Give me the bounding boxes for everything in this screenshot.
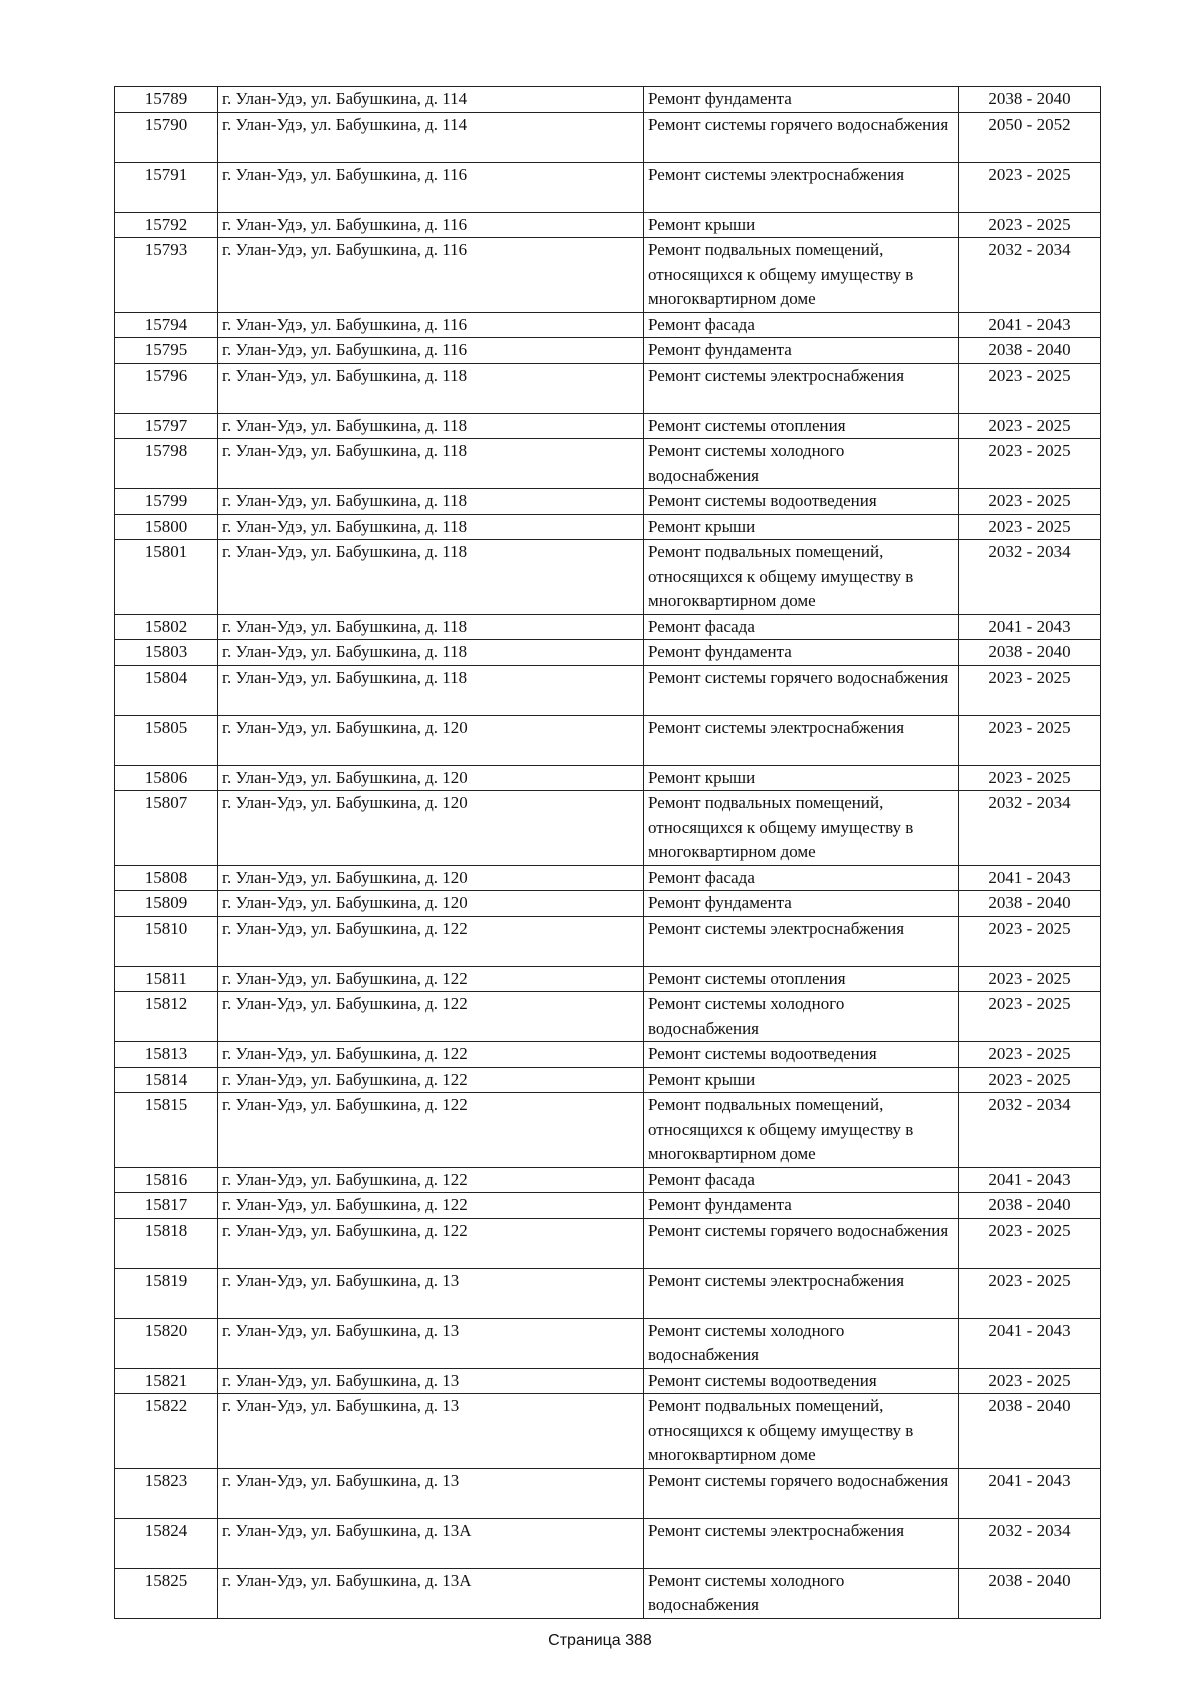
- table-row: [115, 765, 1101, 791]
- address-cell: г. Улан-Удэ, ул. Бабушкина, д. 13А: [218, 1568, 644, 1618]
- row-number-cell: 15800: [115, 514, 218, 540]
- work-type-cell: Ремонт крыши: [644, 514, 959, 540]
- table-row: [115, 413, 1101, 439]
- table-row: [115, 1468, 1101, 1518]
- period-cell: 2041 - 2043: [959, 1318, 1101, 1368]
- work-type-cell: Ремонт системы электроснабжения: [644, 715, 959, 765]
- work-type-cell: Ремонт фасада: [644, 614, 959, 640]
- period-cell: 2038 - 2040: [959, 1568, 1101, 1618]
- row-number-cell: 15797: [115, 413, 218, 439]
- row-number-cell: 15822: [115, 1394, 218, 1469]
- table-row: [115, 312, 1101, 338]
- row-number-cell: 15802: [115, 614, 218, 640]
- row-number-cell: 15807: [115, 791, 218, 866]
- table-row: [115, 966, 1101, 992]
- address-cell: г. Улан-Удэ, ул. Бабушкина, д. 118: [218, 413, 644, 439]
- work-type-cell: Ремонт подвальных помещений, относящихся к общему имуществу в многоквартирном доме: [644, 1394, 959, 1469]
- address-cell: г. Улан-Удэ, ул. Бабушкина, д. 116: [218, 212, 644, 238]
- row-number-cell: 15824: [115, 1518, 218, 1568]
- period-cell: 2023 - 2025: [959, 1368, 1101, 1394]
- table-row: [115, 614, 1101, 640]
- row-number-cell: 15794: [115, 312, 218, 338]
- table-row: [115, 1093, 1101, 1168]
- work-type-cell: Ремонт подвальных помещений, относящихся к общему имуществу в многоквартирном доме: [644, 540, 959, 615]
- address-cell: г. Улан-Удэ, ул. Бабушкина, д. 118: [218, 489, 644, 515]
- table-row: [115, 1218, 1101, 1268]
- table-row: [115, 865, 1101, 891]
- address-cell: г. Улан-Удэ, ул. Бабушкина, д. 118: [218, 439, 644, 489]
- work-type-cell: Ремонт системы отопления: [644, 966, 959, 992]
- page-number: Страница 388: [548, 1632, 652, 1649]
- table-row: [115, 212, 1101, 238]
- table-row: [115, 916, 1101, 966]
- table-row: [115, 665, 1101, 715]
- address-cell: г. Улан-Удэ, ул. Бабушкина, д. 116: [218, 162, 644, 212]
- address-cell: г. Улан-Удэ, ул. Бабушкина, д. 120: [218, 865, 644, 891]
- period-cell: 2023 - 2025: [959, 1268, 1101, 1318]
- table-row: [115, 1318, 1101, 1368]
- table-row: [115, 162, 1101, 212]
- table-row: [115, 87, 1101, 113]
- work-type-cell: Ремонт подвальных помещений, относящихся к общему имуществу в многоквартирном доме: [644, 791, 959, 866]
- work-type-cell: Ремонт системы горячего водоснабжения: [644, 112, 959, 162]
- period-cell: 2038 - 2040: [959, 640, 1101, 666]
- address-cell: г. Улан-Удэ, ул. Бабушкина, д. 118: [218, 665, 644, 715]
- table-row: [115, 1193, 1101, 1219]
- work-type-cell: Ремонт крыши: [644, 765, 959, 791]
- work-type-cell: Ремонт подвальных помещений, относящихся к общему имуществу в многоквартирном доме: [644, 1093, 959, 1168]
- row-number-cell: 15813: [115, 1042, 218, 1068]
- row-number-cell: 15803: [115, 640, 218, 666]
- work-type-cell: Ремонт системы электроснабжения: [644, 1518, 959, 1568]
- period-cell: 2023 - 2025: [959, 715, 1101, 765]
- row-number-cell: 15817: [115, 1193, 218, 1219]
- work-type-cell: Ремонт системы холодного водоснабжения: [644, 439, 959, 489]
- row-number-cell: 15801: [115, 540, 218, 615]
- address-cell: г. Улан-Удэ, ул. Бабушкина, д. 122: [218, 1167, 644, 1193]
- row-number-cell: 15815: [115, 1093, 218, 1168]
- address-cell: г. Улан-Удэ, ул. Бабушкина, д. 118: [218, 363, 644, 413]
- table-row: [115, 363, 1101, 413]
- row-number-cell: 15792: [115, 212, 218, 238]
- work-type-cell: Ремонт системы холодного водоснабжения: [644, 992, 959, 1042]
- address-cell: г. Улан-Удэ, ул. Бабушкина, д. 120: [218, 715, 644, 765]
- table-row: [115, 992, 1101, 1042]
- row-number-cell: 15811: [115, 966, 218, 992]
- work-type-cell: Ремонт фундамента: [644, 87, 959, 113]
- period-cell: 2023 - 2025: [959, 413, 1101, 439]
- work-type-cell: Ремонт крыши: [644, 1067, 959, 1093]
- work-type-cell: Ремонт системы холодного водоснабжения: [644, 1568, 959, 1618]
- table-body: [115, 87, 1101, 1619]
- address-cell: г. Улан-Удэ, ул. Бабушкина, д. 13: [218, 1468, 644, 1518]
- address-cell: г. Улан-Удэ, ул. Бабушкина, д. 120: [218, 891, 644, 917]
- address-cell: г. Улан-Удэ, ул. Бабушкина, д. 118: [218, 540, 644, 615]
- work-type-cell: Ремонт фундамента: [644, 891, 959, 917]
- address-cell: г. Улан-Удэ, ул. Бабушкина, д. 114: [218, 112, 644, 162]
- row-number-cell: 15814: [115, 1067, 218, 1093]
- address-cell: г. Улан-Удэ, ул. Бабушкина, д. 13: [218, 1368, 644, 1394]
- address-cell: г. Улан-Удэ, ул. Бабушкина, д. 120: [218, 765, 644, 791]
- table-row: [115, 1167, 1101, 1193]
- period-cell: 2023 - 2025: [959, 1042, 1101, 1068]
- table-row: [115, 1268, 1101, 1318]
- address-cell: г. Улан-Удэ, ул. Бабушкина, д. 118: [218, 640, 644, 666]
- address-cell: г. Улан-Удэ, ул. Бабушкина, д. 13: [218, 1268, 644, 1318]
- address-cell: г. Улан-Удэ, ул. Бабушкина, д. 116: [218, 238, 644, 313]
- table-row: [115, 791, 1101, 866]
- period-cell: 2023 - 2025: [959, 966, 1101, 992]
- address-cell: г. Улан-Удэ, ул. Бабушкина, д. 116: [218, 312, 644, 338]
- period-cell: 2038 - 2040: [959, 338, 1101, 364]
- table-row: [115, 640, 1101, 666]
- row-number-cell: 15816: [115, 1167, 218, 1193]
- row-number-cell: 15812: [115, 992, 218, 1042]
- period-cell: 2023 - 2025: [959, 1067, 1101, 1093]
- row-number-cell: 15798: [115, 439, 218, 489]
- period-cell: 2032 - 2034: [959, 791, 1101, 866]
- period-cell: 2038 - 2040: [959, 1193, 1101, 1219]
- address-cell: г. Улан-Удэ, ул. Бабушкина, д. 122: [218, 916, 644, 966]
- row-number-cell: 15810: [115, 916, 218, 966]
- table-row: [115, 1067, 1101, 1093]
- row-number-cell: 15805: [115, 715, 218, 765]
- repair-schedule-table: [114, 86, 1101, 1619]
- table-row: [115, 1568, 1101, 1618]
- work-type-cell: Ремонт системы электроснабжения: [644, 363, 959, 413]
- address-cell: г. Улан-Удэ, ул. Бабушкина, д. 118: [218, 514, 644, 540]
- table-row: [115, 540, 1101, 615]
- period-cell: 2041 - 2043: [959, 1468, 1101, 1518]
- row-number-cell: 15820: [115, 1318, 218, 1368]
- row-number-cell: 15795: [115, 338, 218, 364]
- period-cell: 2041 - 2043: [959, 614, 1101, 640]
- period-cell: 2023 - 2025: [959, 665, 1101, 715]
- table-row: [115, 338, 1101, 364]
- work-type-cell: Ремонт системы водоотведения: [644, 489, 959, 515]
- period-cell: 2023 - 2025: [959, 212, 1101, 238]
- period-cell: 2041 - 2043: [959, 1167, 1101, 1193]
- work-type-cell: Ремонт системы горячего водоснабжения: [644, 665, 959, 715]
- row-number-cell: 15806: [115, 765, 218, 791]
- period-cell: 2032 - 2034: [959, 540, 1101, 615]
- table-row: [115, 1042, 1101, 1068]
- table-row: [115, 891, 1101, 917]
- work-type-cell: Ремонт системы холодного водоснабжения: [644, 1318, 959, 1368]
- period-cell: 2038 - 2040: [959, 1394, 1101, 1469]
- period-cell: 2023 - 2025: [959, 1218, 1101, 1268]
- row-number-cell: 15818: [115, 1218, 218, 1268]
- work-type-cell: Ремонт системы электроснабжения: [644, 1268, 959, 1318]
- table-row: [115, 514, 1101, 540]
- table-row: [115, 715, 1101, 765]
- period-cell: 2023 - 2025: [959, 765, 1101, 791]
- period-cell: 2023 - 2025: [959, 514, 1101, 540]
- work-type-cell: Ремонт фасада: [644, 1167, 959, 1193]
- work-type-cell: Ремонт подвальных помещений, относящихся к общему имуществу в многоквартирном доме: [644, 238, 959, 313]
- period-cell: 2050 - 2052: [959, 112, 1101, 162]
- address-cell: г. Улан-Удэ, ул. Бабушкина, д. 122: [218, 992, 644, 1042]
- work-type-cell: Ремонт системы горячего водоснабжения: [644, 1218, 959, 1268]
- period-cell: 2032 - 2034: [959, 238, 1101, 313]
- address-cell: г. Улан-Удэ, ул. Бабушкина, д. 118: [218, 614, 644, 640]
- work-type-cell: Ремонт фундамента: [644, 338, 959, 364]
- address-cell: г. Улан-Удэ, ул. Бабушкина, д. 120: [218, 791, 644, 866]
- table-row: [115, 1518, 1101, 1568]
- period-cell: 2023 - 2025: [959, 162, 1101, 212]
- row-number-cell: 15819: [115, 1268, 218, 1318]
- address-cell: г. Улан-Удэ, ул. Бабушкина, д. 13: [218, 1394, 644, 1469]
- work-type-cell: Ремонт системы электроснабжения: [644, 162, 959, 212]
- period-cell: 2023 - 2025: [959, 916, 1101, 966]
- period-cell: 2023 - 2025: [959, 439, 1101, 489]
- address-cell: г. Улан-Удэ, ул. Бабушкина, д. 122: [218, 966, 644, 992]
- address-cell: г. Улан-Удэ, ул. Бабушкина, д. 122: [218, 1042, 644, 1068]
- address-cell: г. Улан-Удэ, ул. Бабушкина, д. 122: [218, 1067, 644, 1093]
- row-number-cell: 15791: [115, 162, 218, 212]
- work-type-cell: Ремонт крыши: [644, 212, 959, 238]
- address-cell: г. Улан-Удэ, ул. Бабушкина, д. 13: [218, 1318, 644, 1368]
- period-cell: 2041 - 2043: [959, 312, 1101, 338]
- work-type-cell: Ремонт фундамента: [644, 640, 959, 666]
- table-row: [115, 238, 1101, 313]
- table-row: [115, 489, 1101, 515]
- work-type-cell: Ремонт фундамента: [644, 1193, 959, 1219]
- row-number-cell: 15823: [115, 1468, 218, 1518]
- period-cell: 2032 - 2034: [959, 1518, 1101, 1568]
- row-number-cell: 15793: [115, 238, 218, 313]
- row-number-cell: 15796: [115, 363, 218, 413]
- period-cell: 2023 - 2025: [959, 489, 1101, 515]
- period-cell: 2032 - 2034: [959, 1093, 1101, 1168]
- row-number-cell: 15789: [115, 87, 218, 113]
- table-row: [115, 439, 1101, 489]
- table-row: [115, 1394, 1101, 1469]
- address-cell: г. Улан-Удэ, ул. Бабушкина, д. 122: [218, 1218, 644, 1268]
- period-cell: 2041 - 2043: [959, 865, 1101, 891]
- row-number-cell: 15821: [115, 1368, 218, 1394]
- address-cell: г. Улан-Удэ, ул. Бабушкина, д. 116: [218, 338, 644, 364]
- work-type-cell: Ремонт системы отопления: [644, 413, 959, 439]
- period-cell: 2023 - 2025: [959, 363, 1101, 413]
- work-type-cell: Ремонт системы водоотведения: [644, 1368, 959, 1394]
- row-number-cell: 15799: [115, 489, 218, 515]
- work-type-cell: Ремонт системы электроснабжения: [644, 916, 959, 966]
- work-type-cell: Ремонт фасада: [644, 312, 959, 338]
- row-number-cell: 15790: [115, 112, 218, 162]
- period-cell: 2038 - 2040: [959, 891, 1101, 917]
- period-cell: 2023 - 2025: [959, 992, 1101, 1042]
- row-number-cell: 15825: [115, 1568, 218, 1618]
- work-type-cell: Ремонт системы горячего водоснабжения: [644, 1468, 959, 1518]
- address-cell: г. Улан-Удэ, ул. Бабушкина, д. 13А: [218, 1518, 644, 1568]
- table-row: [115, 112, 1101, 162]
- work-type-cell: Ремонт системы водоотведения: [644, 1042, 959, 1068]
- address-cell: г. Улан-Удэ, ул. Бабушкина, д. 122: [218, 1193, 644, 1219]
- address-cell: г. Улан-Удэ, ул. Бабушкина, д. 122: [218, 1093, 644, 1168]
- row-number-cell: 15808: [115, 865, 218, 891]
- row-number-cell: 15804: [115, 665, 218, 715]
- work-type-cell: Ремонт фасада: [644, 865, 959, 891]
- row-number-cell: 15809: [115, 891, 218, 917]
- address-cell: г. Улан-Удэ, ул. Бабушкина, д. 114: [218, 87, 644, 113]
- table-row: [115, 1368, 1101, 1394]
- period-cell: 2038 - 2040: [959, 87, 1101, 113]
